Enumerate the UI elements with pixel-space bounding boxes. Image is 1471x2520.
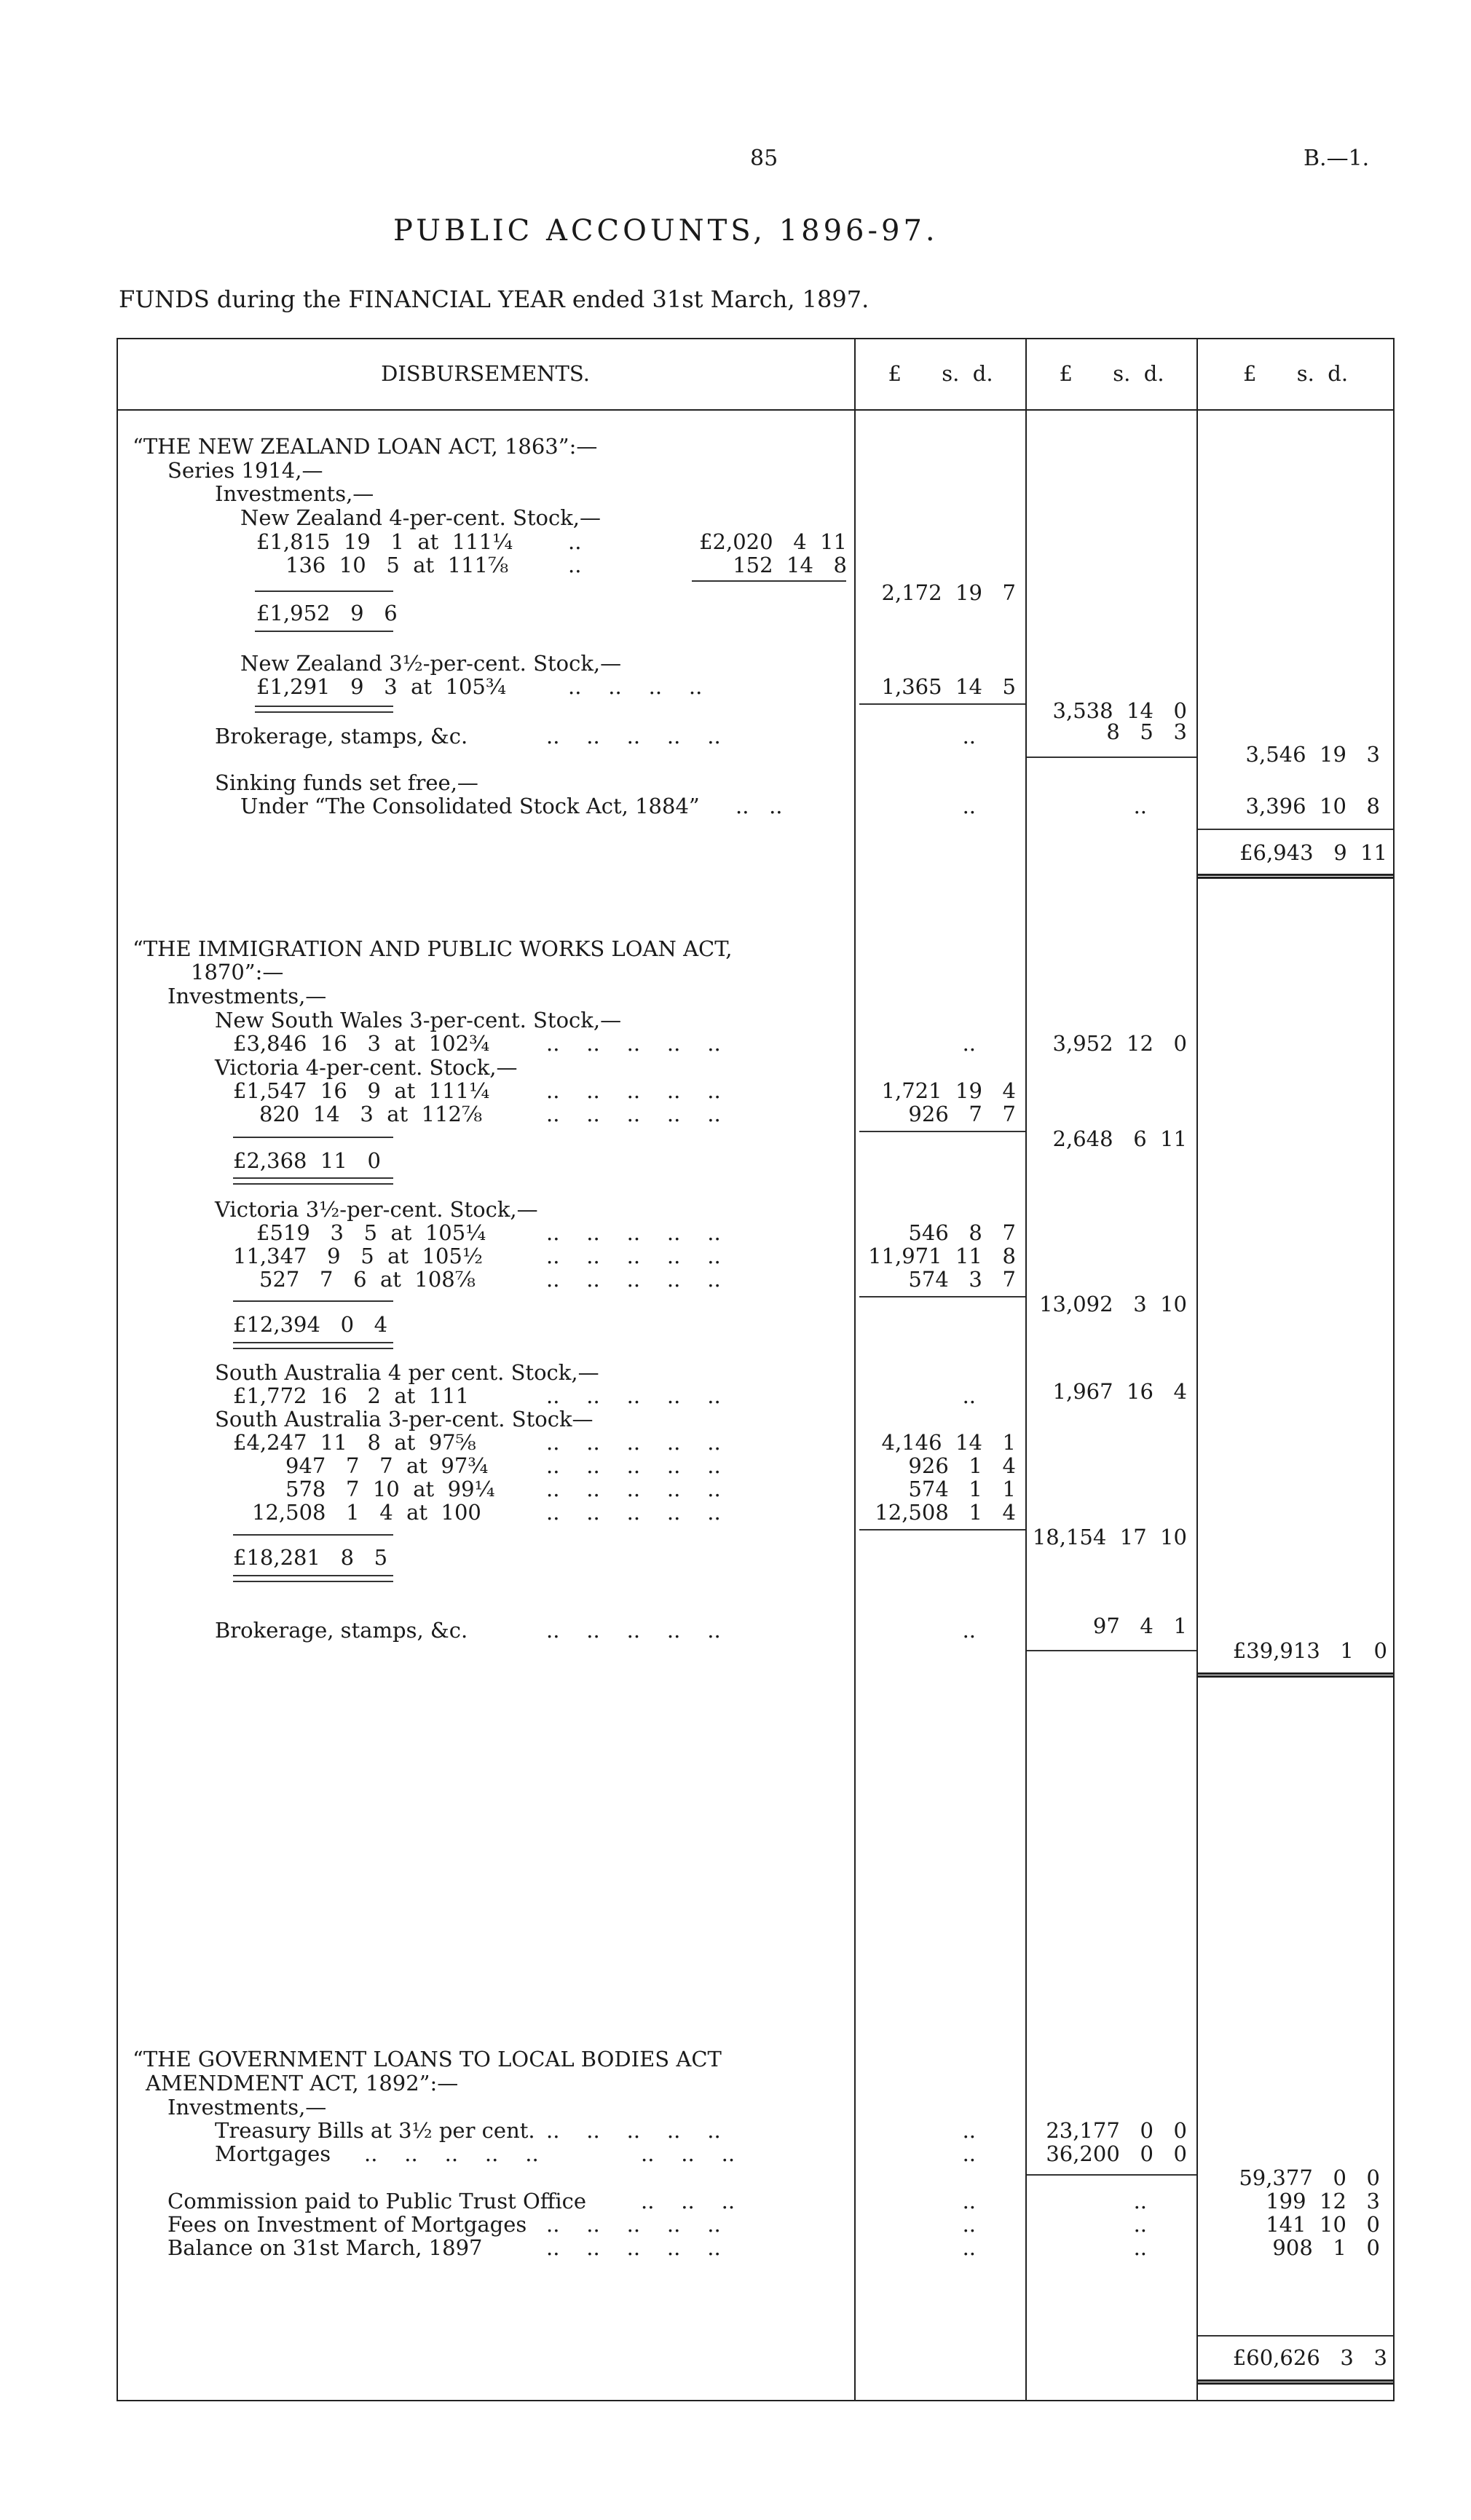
amount: 3,538 14 0	[1052, 698, 1187, 723]
stock-subtotal: £1,952 9 6	[256, 601, 398, 625]
column-header-money-2: £ s. d.	[1059, 361, 1164, 386]
amount: 926 7 7	[908, 1102, 1016, 1126]
series-label: Series 1914,—	[167, 458, 323, 483]
leader-dots: .. .. .. .. ..	[546, 2212, 721, 2237]
sinking-funds-label: Sinking funds set free,—	[215, 770, 478, 795]
leader-dots: ..	[1133, 794, 1147, 818]
amount: 141 10 0	[1266, 2212, 1380, 2237]
stock-line: £1,772 16 2 at 111	[233, 1383, 470, 1408]
line-label: Fees on Investment of Mortgages	[167, 2212, 527, 2237]
page-number: 85	[750, 146, 778, 171]
section-title: “THE IMMIGRATION AND PUBLIC WORKS LOAN ACT,	[133, 936, 733, 961]
stock-line: 947 7 7 at 97¾	[285, 1453, 489, 1478]
stock-line: £3,846 16 3 at 102¾	[233, 1031, 490, 1056]
leader-dots: ..	[962, 2189, 976, 2213]
leader-dots: ..	[1133, 2235, 1147, 2260]
amount: 2,648 6 11	[1052, 1126, 1187, 1151]
amount: 97 4 1	[1092, 1613, 1187, 1638]
leader-dots: ..	[962, 1618, 976, 1643]
amount: 926 1 4	[908, 1453, 1016, 1478]
stock-subtotal: £18,281 8 5	[233, 1545, 388, 1570]
leader-dots: .. .. ..	[641, 2189, 736, 2213]
amount: 23,177 0 0	[1046, 2118, 1187, 2143]
amount: 4,146 14 1	[881, 1430, 1016, 1455]
section-title-cont: AMENDMENT ACT, 1892”:—	[146, 2071, 459, 2096]
leader-dots: ..	[962, 2235, 976, 2260]
leader-dots: ..	[962, 794, 976, 818]
amount: 199 12 3	[1266, 2189, 1380, 2213]
stock-subtotal: £12,394 0 4	[233, 1312, 388, 1337]
leader-dots: .. .. .. .. ..	[546, 2235, 721, 2260]
amount: 3,396 10 8	[1245, 794, 1380, 818]
stock-label: New Zealand 3½-per-cent. Stock,—	[240, 651, 622, 676]
section-total: £60,626 3 3	[1232, 2345, 1387, 2370]
line-label: Mortgages	[215, 2141, 331, 2166]
section-title: “THE GOVERNMENT LOANS TO LOCAL BODIES ACT	[133, 2047, 722, 2071]
stock-line: £1,815 19 1 at 111¼	[256, 529, 513, 554]
amount: 8 5 3	[1106, 719, 1187, 744]
amount: 1,365 14 5	[881, 674, 1016, 699]
amount: 1,967 16 4	[1052, 1379, 1187, 1404]
leader-dots: ..	[962, 724, 976, 749]
document-reference: B.—1.	[1304, 146, 1370, 171]
leader-dots: .. .. ..	[641, 2141, 736, 2166]
investments-label: Investments,—	[167, 984, 327, 1008]
amount: 18,154 17 10	[1032, 1525, 1187, 1549]
amount: 12,508 1 4	[875, 1500, 1016, 1525]
leader-dots: .. .. .. .. ..	[546, 1618, 721, 1643]
page-subtitle: FUNDS during the FINANCIAL YEAR ended 31st March, 1897.	[119, 285, 869, 313]
stock-label: South Australia 4 per cent. Stock,—	[215, 1360, 599, 1385]
inner-amount: £2,020 4 11	[699, 529, 847, 554]
stock-label: Victoria 4-per-cent. Stock,—	[215, 1055, 518, 1080]
line-label: Commission paid to Public Trust Office	[167, 2189, 587, 2213]
amount: 36,200 0 0	[1046, 2141, 1187, 2166]
leader-dots: .. .. .. .. ..	[546, 1244, 721, 1268]
leader-dots: .. .. .. .. ..	[546, 1477, 721, 1501]
amount: 908 1 0	[1272, 2235, 1380, 2260]
page-title: PUBLIC ACCOUNTS, 1896-97.	[393, 214, 939, 248]
column-header-money-1: £ s. d.	[888, 361, 993, 386]
line-label: Balance on 31st March, 1897	[167, 2235, 483, 2260]
leader-dots: .. .. .. .. ..	[546, 2118, 721, 2143]
amount: 3,546 19 3	[1245, 742, 1380, 767]
stock-label: New South Wales 3-per-cent. Stock,—	[215, 1008, 622, 1032]
stock-line: 136 10 5 at 111⅞	[285, 553, 509, 577]
stock-label: Victoria 3½-per-cent. Stock,—	[215, 1197, 538, 1222]
stock-line: £4,247 11 8 at 97⅝	[233, 1430, 476, 1455]
leader-dots: .. .. .. .. ..	[546, 1430, 721, 1455]
leader-dots: ..	[962, 1031, 976, 1056]
stock-line: £519 3 5 at 105¼	[256, 1220, 486, 1245]
leader-dots: .. .. .. .. ..	[546, 724, 721, 749]
investments-label: Investments,—	[167, 2095, 327, 2120]
leader-dots: .. .. .. .. ..	[546, 1078, 721, 1103]
leader-dots: ..	[568, 553, 582, 577]
stock-line: 11,347 9 5 at 105½	[233, 1244, 483, 1268]
leader-dots: .. .. .. ..	[568, 674, 703, 699]
leader-dots: ..	[962, 2118, 976, 2143]
amount: 13,092 3 10	[1039, 1292, 1187, 1316]
stock-line: 12,508 1 4 at 100	[252, 1500, 481, 1525]
brokerage-label: Brokerage, stamps, &c.	[215, 724, 468, 749]
leader-dots: .. .. .. .. ..	[546, 1453, 721, 1478]
section-title-cont: 1870”:—	[191, 960, 284, 984]
stock-line: 527 7 6 at 108⅞	[259, 1267, 476, 1292]
amount: 1,721 19 4	[881, 1078, 1016, 1103]
stock-line: £1,547 16 9 at 111¼	[233, 1078, 490, 1103]
leader-dots: .. .. .. .. ..	[546, 1220, 721, 1245]
inner-amount: 152 14 8	[733, 553, 847, 577]
leader-dots: .. ..	[736, 794, 783, 818]
amount: 3,952 12 0	[1052, 1031, 1187, 1056]
amount: 2,172 19 7	[881, 580, 1016, 605]
line-label: Treasury Bills at 3½ per cent.	[215, 2118, 535, 2143]
investments-label: Investments,—	[215, 481, 374, 506]
leader-dots: .. .. .. .. ..	[546, 1102, 721, 1126]
column-header-description: DISBURSEMENTS.	[381, 361, 590, 386]
stock-label: South Australia 3-per-cent. Stock—	[215, 1407, 593, 1431]
brokerage-label: Brokerage, stamps, &c.	[215, 1618, 468, 1643]
sinking-funds-detail: Under “The Consolidated Stock Act, 1884”	[240, 794, 700, 818]
stock-line: 820 14 3 at 112⅞	[259, 1102, 483, 1126]
section-total: £6,943 9 11	[1239, 840, 1387, 865]
leader-dots: ..	[568, 529, 582, 554]
leader-dots: ..	[1133, 2212, 1147, 2237]
section-title: “THE NEW ZEALAND LOAN ACT, 1863”:—	[133, 434, 598, 459]
leader-dots: .. .. .. .. ..	[546, 1267, 721, 1292]
stock-label: New Zealand 4-per-cent. Stock,—	[240, 505, 602, 530]
leader-dots: .. .. .. .. ..	[546, 1500, 721, 1525]
stock-subtotal: £2,368 11 0	[233, 1148, 381, 1173]
stock-line: 578 7 10 at 99¼	[285, 1477, 495, 1501]
leader-dots: .. .. .. .. ..	[546, 1383, 721, 1408]
stock-line: £1,291 9 3 at 105¾	[256, 674, 506, 699]
leader-dots: ..	[1133, 2189, 1147, 2213]
leader-dots: ..	[962, 1383, 976, 1408]
amount: 546 8 7	[908, 1220, 1016, 1245]
leader-dots: ..	[962, 2212, 976, 2237]
amount: 574 3 7	[908, 1267, 1016, 1292]
column-header-money-3: £ s. d.	[1242, 361, 1349, 386]
leader-dots: ..	[962, 2141, 976, 2166]
leader-dots: .. .. .. .. ..	[364, 2141, 539, 2166]
amount: 11,971 11 8	[868, 1244, 1016, 1268]
leader-dots: .. .. .. .. ..	[546, 1031, 721, 1056]
section-total: £39,913 1 0	[1232, 1638, 1387, 1663]
amount: 59,377 0 0	[1239, 2165, 1380, 2190]
amount: 574 1 1	[908, 1477, 1016, 1501]
